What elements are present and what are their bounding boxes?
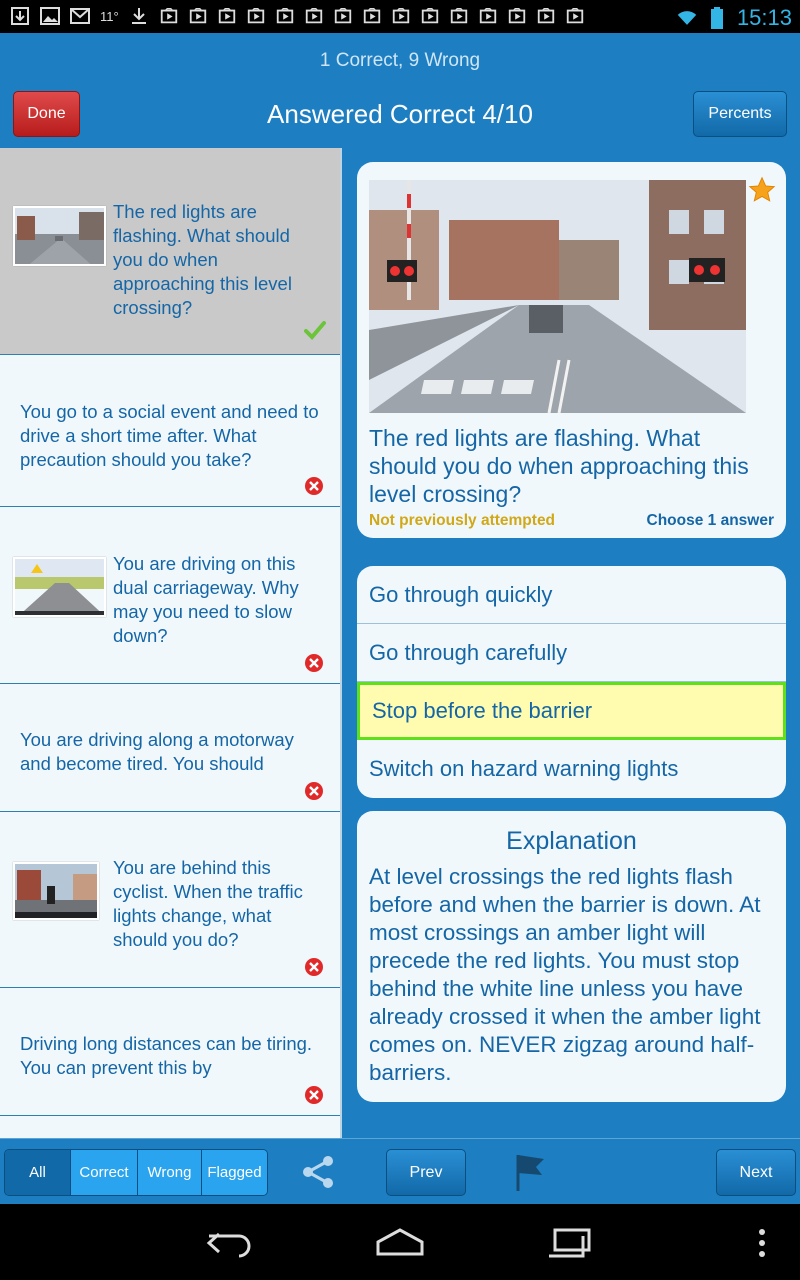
youtube-icon xyxy=(275,6,295,26)
home-icon[interactable] xyxy=(375,1226,425,1260)
recent-apps-icon[interactable] xyxy=(545,1226,595,1260)
youtube-icon xyxy=(333,6,353,26)
filter-flagged[interactable]: Flagged xyxy=(202,1150,267,1195)
youtube-icon xyxy=(362,6,382,26)
answer-instruction: Choose 1 answer xyxy=(646,512,774,529)
list-item[interactable] xyxy=(0,684,340,812)
wrong-x-icon xyxy=(304,1085,324,1105)
filter-wrong[interactable]: Wrong xyxy=(138,1150,202,1195)
question-detail-pane xyxy=(342,148,800,1138)
youtube-icon xyxy=(420,6,440,26)
score-summary: 1 Correct, 9 Wrong xyxy=(319,50,481,71)
bottom-toolbar xyxy=(0,1138,800,1204)
answer-option[interactable]: Switch on hazard warning lights xyxy=(369,756,679,781)
page-title: Answered Correct 4/10 xyxy=(267,99,533,129)
wifi-icon xyxy=(677,8,697,28)
youtube-icon xyxy=(159,6,179,26)
flag-icon[interactable] xyxy=(512,1151,548,1193)
explanation-title: Explanation xyxy=(506,827,637,855)
image-icon xyxy=(40,6,60,26)
answer-option[interactable]: Go through carefully xyxy=(357,624,786,682)
explanation-text: At level crossings the red lights flash before and when the barrier is down. At most crossings an amber light will precede the red lights. You must stop behind the white line unless you have already crossed it when the amber light comes on. NEVER zigzag around half-barriers. xyxy=(369,864,761,1085)
question-thumbnail xyxy=(13,862,99,920)
answer-option[interactable]: Go through quickly xyxy=(357,566,786,624)
list-item[interactable] xyxy=(0,812,340,988)
question-text: You are driving along a motorway and become tired. You should xyxy=(20,729,294,774)
answer-list xyxy=(357,566,786,798)
youtube-icon xyxy=(188,6,208,26)
list-item[interactable] xyxy=(0,988,340,1116)
question-card xyxy=(357,162,786,538)
question-photo xyxy=(369,180,746,413)
youtube-icon xyxy=(246,6,266,26)
youtube-icon xyxy=(507,6,527,26)
question-list[interactable] xyxy=(0,148,342,1138)
list-item[interactable] xyxy=(0,355,340,507)
youtube-icon xyxy=(449,6,469,26)
youtube-icon xyxy=(536,6,556,26)
gmail-icon xyxy=(70,6,90,26)
filter-correct[interactable]: Correct xyxy=(71,1150,138,1195)
prev-button[interactable]: Prev xyxy=(386,1149,466,1196)
wrong-x-icon xyxy=(304,957,324,977)
menu-dots-icon[interactable] xyxy=(752,1226,772,1260)
correct-check-icon xyxy=(304,320,324,340)
question-text: You go to a social event and need to drive a short time after. What precaution should you take? xyxy=(20,401,319,470)
temperature-label: 11° xyxy=(100,8,119,24)
question-text: You are driving on this dual carriageway. Why may you need to slow down? xyxy=(113,553,299,646)
wrong-x-icon xyxy=(304,476,324,496)
share-icon[interactable] xyxy=(300,1154,336,1190)
filter-all[interactable]: All xyxy=(5,1150,71,1195)
status-bar xyxy=(0,0,800,33)
question-thumbnail xyxy=(13,206,106,266)
list-item[interactable] xyxy=(0,148,340,355)
wrong-x-icon xyxy=(304,781,324,801)
answer-option-correct[interactable]: Stop before the barrier xyxy=(357,682,786,740)
back-icon[interactable] xyxy=(205,1226,255,1260)
youtube-icon xyxy=(478,6,498,26)
battery-icon xyxy=(707,8,727,28)
clock: 15:13 xyxy=(736,5,792,30)
youtube-icon xyxy=(217,6,237,26)
header xyxy=(0,33,800,148)
download-icon xyxy=(10,6,30,26)
list-item[interactable] xyxy=(0,507,340,684)
done-button[interactable]: Done xyxy=(13,91,80,137)
next-button[interactable]: Next xyxy=(716,1149,796,1196)
question-text: The red lights are flashing. What should you do when approaching this level crossing? xyxy=(369,425,749,507)
wrong-x-icon xyxy=(304,653,324,673)
youtube-icon xyxy=(565,6,585,26)
percents-button[interactable]: Percents xyxy=(693,91,787,137)
youtube-icon xyxy=(304,6,324,26)
list-item[interactable] xyxy=(0,1116,340,1138)
question-text: Driving long distances can be tiring. You can prevent this by xyxy=(20,1033,313,1078)
filter-segmented-control xyxy=(4,1149,268,1196)
youtube-icon xyxy=(391,6,411,26)
download-icon xyxy=(129,6,149,26)
system-nav-bar xyxy=(0,1204,800,1280)
question-text: The red lights are flashing. What should you do when approaching this level crossing? xyxy=(113,201,292,318)
question-text: You are behind this cyclist. When the traffic lights change, what should you do? xyxy=(113,857,303,950)
star-icon[interactable] xyxy=(748,176,776,204)
question-thumbnail xyxy=(13,557,106,617)
explanation-card xyxy=(357,811,786,1102)
attempt-status: Not previously attempted xyxy=(369,512,556,529)
